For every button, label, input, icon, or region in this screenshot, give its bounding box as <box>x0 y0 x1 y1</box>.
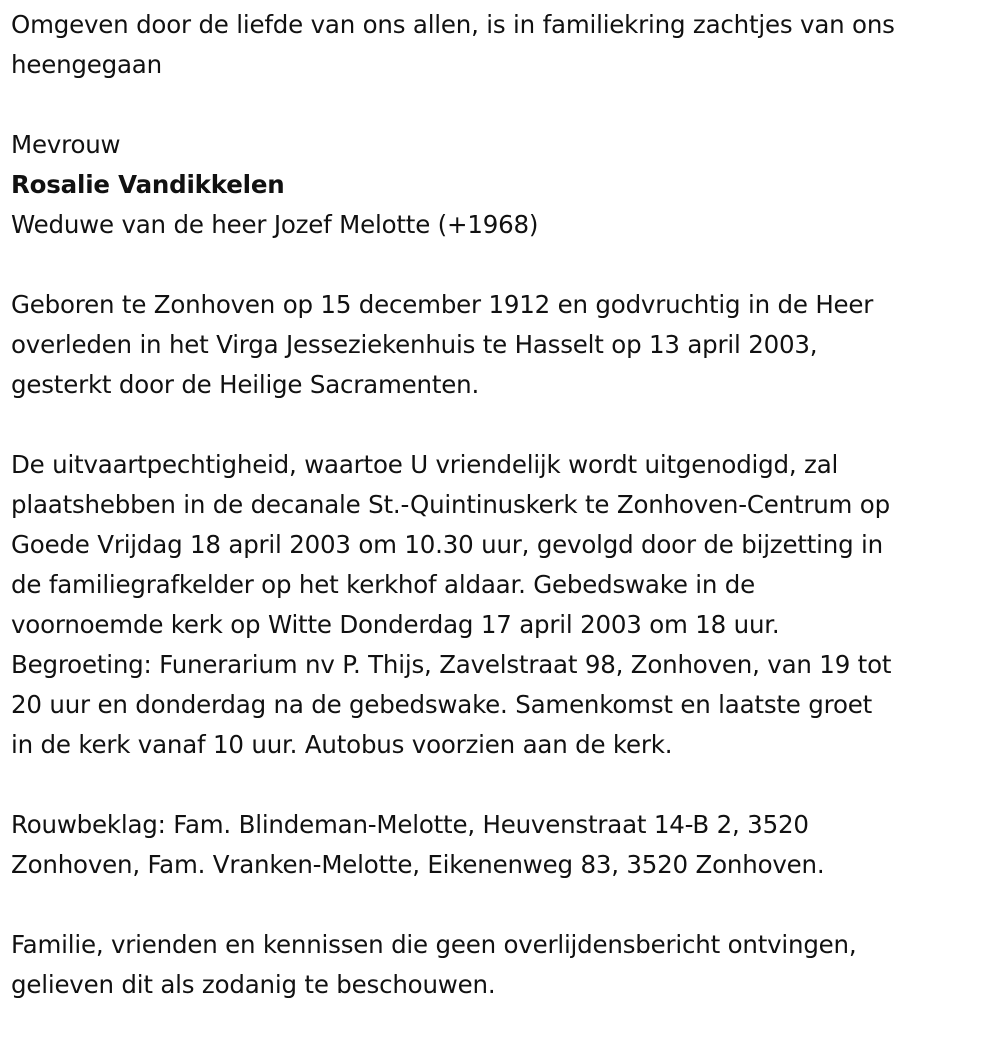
spacer <box>11 405 990 445</box>
birth-death-line: overleden in het Virga Jesseziekenhuis te Hasselt op 13 april 2003, <box>11 330 818 359</box>
deceased-name: Rosalie Vandikkelen <box>11 170 285 199</box>
ceremony-line: in de kerk vanaf 10 uur. Autobus voorzien aan de kerk. <box>11 730 673 759</box>
ceremony-line: Goede Vrijdag 18 april 2003 om 10.30 uur, gevolgd door de bijzetting in <box>11 530 883 559</box>
spacer <box>11 245 990 285</box>
identity-block <box>11 125 990 245</box>
birth-death-line: Geboren te Zonhoven op 15 december 1912 en godvruchtig in de Heer <box>11 290 874 319</box>
condolences-line: Rouwbeklag: Fam. Blindeman-Melotte, Heuvenstraat 14-B 2, 3520 <box>11 810 809 839</box>
closing-paragraph <box>11 925 990 1005</box>
closing-line: Familie, vrienden en kennissen die geen overlijdensbericht ontvingen, <box>11 930 857 959</box>
ceremony-line: de familiegrafkelder op het kerkhof aldaar. Gebedswake in de <box>11 570 756 599</box>
ceremony-line: Begroeting: Funerarium nv P. Thijs, Zavelstraat 98, Zonhoven, van 19 tot <box>11 650 892 679</box>
ceremony-line: De uitvaartpechtigheid, waartoe U vriendelijk wordt uitgenodigd, zal <box>11 450 839 479</box>
condolences-paragraph <box>11 805 990 885</box>
intro-line: heengegaan <box>11 50 162 79</box>
salutation: Mevrouw <box>11 130 121 159</box>
ceremony-paragraph <box>11 445 990 765</box>
ceremony-line: plaatshebben in de decanale St.-Quintinuskerk te Zonhoven-Centrum op <box>11 490 890 519</box>
birth-death-paragraph <box>11 285 990 405</box>
condolences-line: Zonhoven, Fam. Vranken-Melotte, Eikenenweg 83, 3520 Zonhoven. <box>11 850 825 879</box>
spacer <box>11 765 990 805</box>
intro-line: Omgeven door de liefde van ons allen, is in familiekring zachtjes van ons <box>11 10 895 39</box>
ceremony-line: voornoemde kerk op Witte Donderdag 17 april 2003 om 18 uur. <box>11 610 780 639</box>
spacer <box>11 885 990 925</box>
ceremony-line: 20 uur en donderdag na de gebedswake. Samenkomst en laatste groet <box>11 690 873 719</box>
closing-line: gelieven dit als zodanig te beschouwen. <box>11 970 496 999</box>
intro-paragraph <box>11 5 990 85</box>
spacer <box>11 85 990 125</box>
birth-death-line: gesterkt door de Heilige Sacramenten. <box>11 370 480 399</box>
widow-of: Weduwe van de heer Jozef Melotte (+1968) <box>11 210 539 239</box>
